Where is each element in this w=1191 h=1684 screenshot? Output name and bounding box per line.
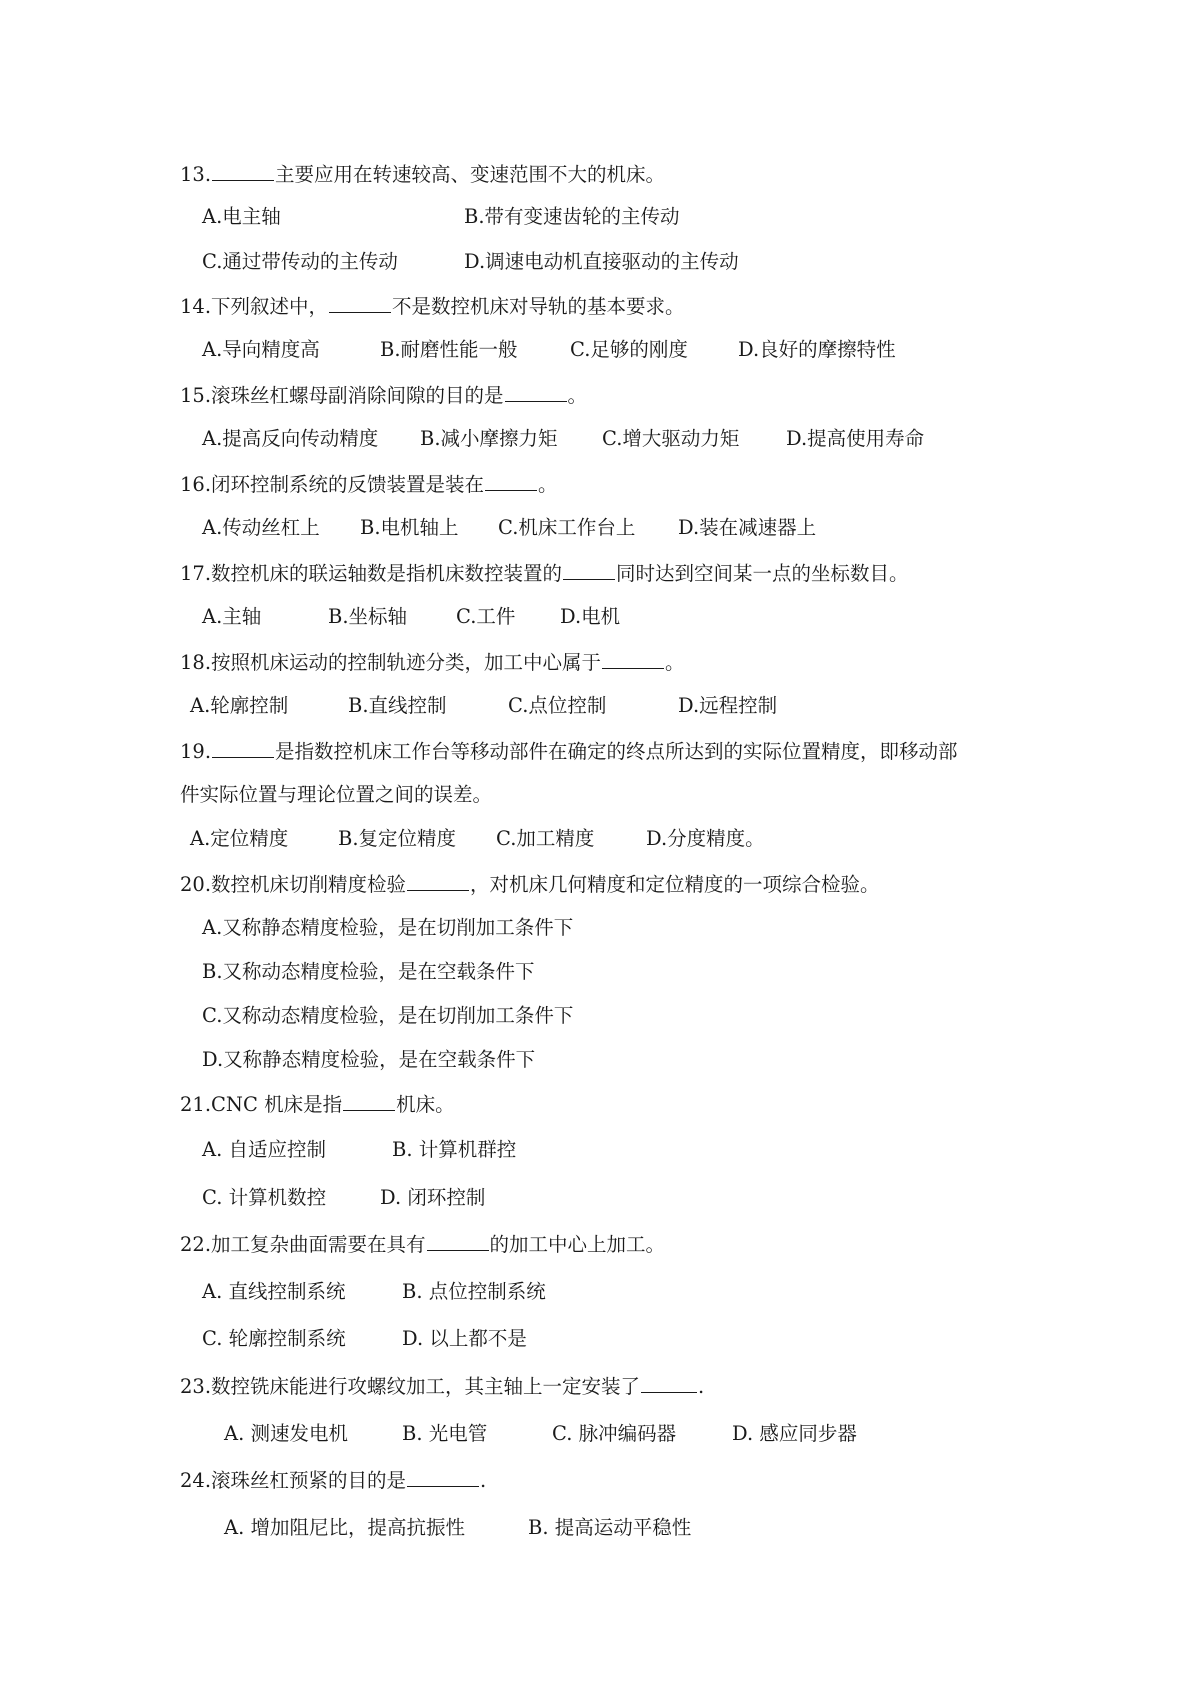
question-text: 数控机床切削精度检验 xyxy=(211,873,407,896)
option-c[interactable]: C. 脉冲编码器 xyxy=(552,1422,677,1445)
question-19-continued: 件实际位置与理论位置之间的误差。 xyxy=(180,783,493,806)
question-number: 17. xyxy=(180,562,212,585)
option-a[interactable]: A.又称静态精度检验，是在切削加工条件下 xyxy=(202,916,574,939)
option-a[interactable]: A. 直线控制系统 xyxy=(202,1280,346,1303)
option-b[interactable]: B. 光电管 xyxy=(402,1422,488,1445)
answer-blank[interactable] xyxy=(343,1090,395,1111)
question-text: ，对机床几何精度和定位精度的一项综合检验。 xyxy=(470,873,880,896)
answer-blank[interactable] xyxy=(212,160,274,181)
question-text: 。 xyxy=(665,651,685,674)
option-b[interactable]: B.耐磨性能一般 xyxy=(380,338,518,361)
option-c[interactable]: C.机床工作台上 xyxy=(498,516,636,539)
question-text: 滚珠丝杠螺母副消除间隙的目的是 xyxy=(211,384,504,407)
answer-blank[interactable] xyxy=(505,381,567,402)
answer-blank[interactable] xyxy=(641,1372,697,1393)
question-number: 16. xyxy=(180,473,212,496)
answer-blank[interactable] xyxy=(602,648,664,669)
option-c[interactable]: C. 轮廓控制系统 xyxy=(202,1327,346,1350)
question-number: 18. xyxy=(180,651,212,674)
option-d[interactable]: D.调速电动机直接驱动的主传动 xyxy=(464,250,739,273)
question-text: . xyxy=(698,1375,705,1398)
question-number: 21. xyxy=(180,1093,212,1116)
option-b[interactable]: B.复定位精度 xyxy=(338,827,457,850)
question-number: 15. xyxy=(180,384,212,407)
option-a[interactable]: A.定位精度 xyxy=(190,827,289,850)
option-c[interactable]: C.点位控制 xyxy=(508,694,607,717)
question-number: 24. xyxy=(180,1469,212,1492)
question-24 xyxy=(180,1466,486,1495)
question-13 xyxy=(180,160,665,189)
question-16 xyxy=(180,470,558,499)
option-a[interactable]: A.电主轴 xyxy=(202,205,281,228)
answer-blank[interactable] xyxy=(329,292,391,313)
option-a[interactable]: A.轮廓控制 xyxy=(190,694,289,717)
option-b[interactable]: B.坐标轴 xyxy=(328,605,408,628)
answer-blank[interactable] xyxy=(407,870,469,891)
option-b[interactable]: B.又称动态精度检验，是在空载条件下 xyxy=(202,960,535,983)
option-d[interactable]: D. 闭环控制 xyxy=(380,1186,486,1209)
question-18 xyxy=(180,648,685,677)
option-c[interactable]: C.加工精度 xyxy=(496,827,595,850)
question-text: 闭环控制系统的反馈装置是装在 xyxy=(211,473,485,496)
option-a[interactable]: A.主轴 xyxy=(202,605,262,628)
option-b[interactable]: B. 点位控制系统 xyxy=(402,1280,546,1303)
option-a[interactable]: A.传动丝杠上 xyxy=(202,516,320,539)
question-19 xyxy=(180,737,958,766)
option-b[interactable]: B.带有变速齿轮的主传动 xyxy=(464,205,680,228)
question-text: 主要应用在转速较高、变速范围不大的机床。 xyxy=(275,163,666,186)
option-d[interactable]: D. 感应同步器 xyxy=(732,1422,857,1445)
option-d[interactable]: D.又称静态精度检验，是在空载条件下 xyxy=(202,1048,536,1071)
option-d[interactable]: D.装在减速器上 xyxy=(678,516,817,539)
option-a[interactable]: A.提高反向传动精度 xyxy=(202,427,379,450)
option-b[interactable]: B. 计算机群控 xyxy=(392,1138,517,1161)
question-text: 数控铣床能进行攻螺纹加工，其主轴上一定安装了 xyxy=(211,1375,641,1398)
question-20 xyxy=(180,870,880,899)
question-text: 不是数控机床对导轨的基本要求。 xyxy=(392,295,685,318)
answer-blank[interactable] xyxy=(563,559,615,580)
option-b[interactable]: B.直线控制 xyxy=(348,694,447,717)
question-21 xyxy=(180,1090,455,1119)
question-number: 13. xyxy=(180,163,212,186)
question-22 xyxy=(180,1230,665,1259)
question-number: 20. xyxy=(180,873,212,896)
option-c[interactable]: C.工件 xyxy=(456,605,516,628)
question-text: 数控机床的联运轴数是指机床数控装置的 xyxy=(211,562,563,585)
question-text: . xyxy=(480,1469,487,1492)
question-text: 。 xyxy=(538,473,558,496)
question-15 xyxy=(180,381,587,410)
option-b[interactable]: B. 提高运动平稳性 xyxy=(528,1516,692,1539)
answer-blank[interactable] xyxy=(427,1230,489,1251)
question-17 xyxy=(180,559,909,588)
question-number: 22. xyxy=(180,1233,212,1256)
question-text: 。 xyxy=(567,384,588,407)
question-text: 下列叙述中， xyxy=(211,295,329,318)
option-b[interactable]: B.电机轴上 xyxy=(360,516,459,539)
option-d[interactable]: D.分度精度。 xyxy=(646,827,765,850)
option-c[interactable]: C.通过带传动的主传动 xyxy=(202,250,398,273)
option-c[interactable]: C.足够的刚度 xyxy=(570,338,688,361)
answer-blank[interactable] xyxy=(407,1466,479,1487)
option-d[interactable]: D.良好的摩擦特性 xyxy=(738,338,896,361)
question-14 xyxy=(180,292,685,321)
question-text: 滚珠丝杠预紧的目的是 xyxy=(211,1469,407,1492)
question-23 xyxy=(180,1372,704,1401)
question-text: 是指数控机床工作台等移动部件在确定的终点所达到的实际位置精度，即移动部 xyxy=(275,740,958,763)
answer-blank[interactable] xyxy=(485,470,537,491)
option-a[interactable]: A. 增加阻尼比，提高抗振性 xyxy=(224,1516,465,1539)
option-a[interactable]: A.导向精度高 xyxy=(202,338,320,361)
option-b[interactable]: B.减小摩擦力矩 xyxy=(420,427,558,450)
option-d[interactable]: D.电机 xyxy=(560,605,621,628)
question-text: 机床。 xyxy=(396,1093,455,1116)
option-d[interactable]: D.远程控制 xyxy=(678,694,778,717)
answer-blank[interactable] xyxy=(212,737,274,758)
question-text: 加工复杂曲面需要在具有 xyxy=(211,1233,426,1256)
option-d[interactable]: D.提高使用寿命 xyxy=(786,427,925,450)
option-c[interactable]: C.增大驱动力矩 xyxy=(602,427,740,450)
question-number: 23. xyxy=(180,1375,212,1398)
option-d[interactable]: D. 以上都不是 xyxy=(402,1327,527,1350)
option-a[interactable]: A. 测速发电机 xyxy=(224,1422,348,1445)
option-a[interactable]: A. 自适应控制 xyxy=(202,1138,326,1161)
question-number: 14. xyxy=(180,295,212,318)
option-c[interactable]: C. 计算机数控 xyxy=(202,1186,327,1209)
question-text: 同时达到空间某一点的坐标数目。 xyxy=(616,562,909,585)
question-number: 19. xyxy=(180,740,212,763)
option-c[interactable]: C.又称动态精度检验，是在切削加工条件下 xyxy=(202,1004,574,1027)
question-text: CNC 机床是指 xyxy=(211,1093,343,1116)
question-text: 按照机床运动的控制轨迹分类，加工中心属于 xyxy=(211,651,602,674)
question-text: 的加工中心上加工。 xyxy=(489,1233,666,1256)
